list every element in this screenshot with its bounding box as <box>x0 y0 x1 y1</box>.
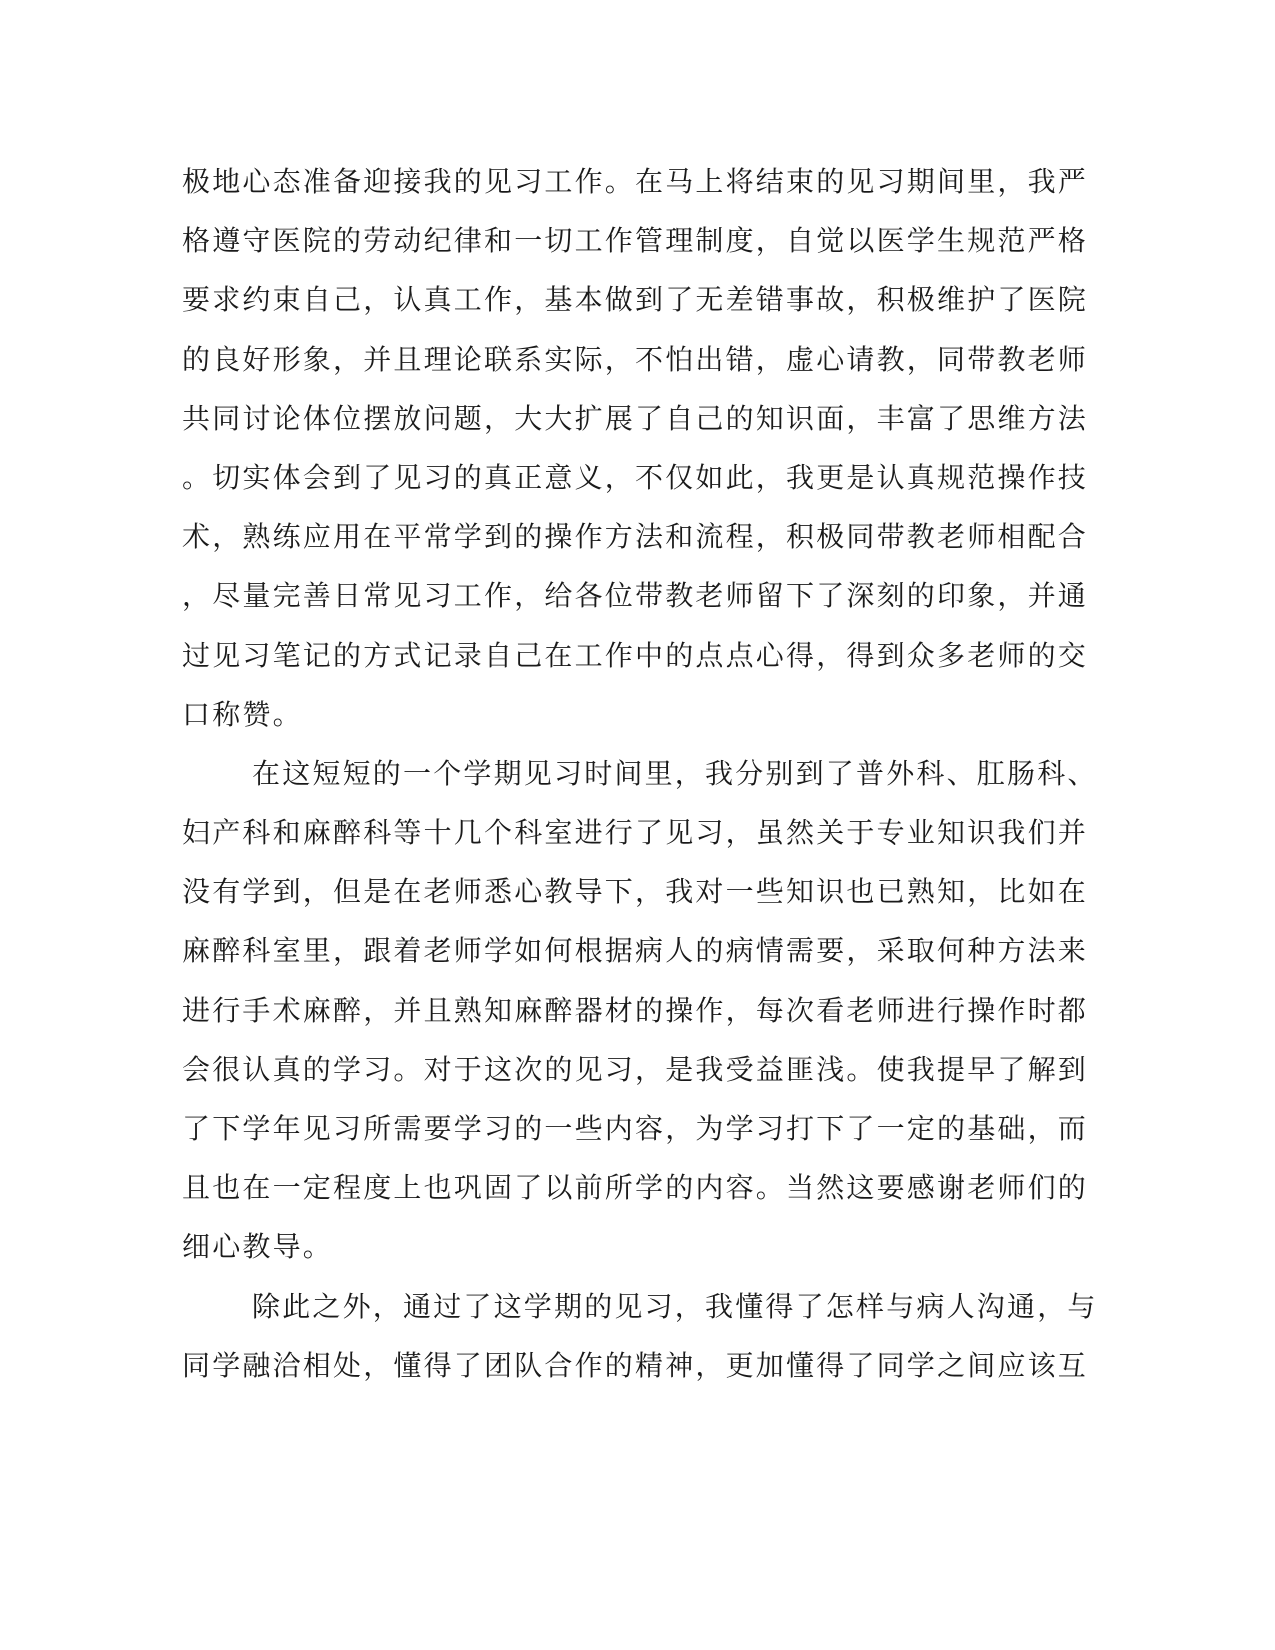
text-line: 进行手术麻醉，并且熟知麻醉器材的操作，每次看老师进行操作时都 <box>182 993 1089 1027</box>
text-line: 极地心态准备迎接我的见习工作。在马上将结束的见习期间里，我严 <box>182 165 1089 198</box>
text-line: 细心教导。 <box>182 1230 334 1264</box>
text-line: 的良好形象，并且理论联系实际，不怕出错，虚心请教，同带教老师 <box>182 342 1089 376</box>
text-line: 了下学年见习所需要学习的一些内容，为学习打下了一定的基础，而 <box>182 1112 1089 1145</box>
body-text <box>182 152 1098 1395</box>
text-line: 会很认真的学习。对于这次的见习，是我受益匪浅。使我提早了解到 <box>182 1052 1089 1086</box>
text-line: 要求约束自己，认真工作，基本做到了无差错事故，积极维护了医院 <box>182 283 1089 317</box>
text-line: 没有学到，但是在老师悉心教导下，我对一些知识也已熟知，比如在 <box>182 875 1089 909</box>
text-line: 格遵守医院的劳动纪律和一切工作管理制度，自觉以医学生规范严格 <box>182 224 1089 258</box>
text-line: 妇产科和麻醉科等十几个科室进行了见习，虽然关于专业知识我们并 <box>182 816 1089 850</box>
text-line: 口称赞。 <box>182 697 303 731</box>
text-line: 术，熟练应用在平常学到的操作方法和流程，积极同带教老师相配合 <box>182 520 1089 554</box>
text-line: 共同讨论体位摆放问题，大大扩展了自己的知识面，丰富了思维方法 <box>182 401 1089 435</box>
text-line: ，尽量完善日常见习工作，给各位带教老师留下了深刻的印象，并通 <box>182 579 1089 613</box>
text-line: 过见习笔记的方式记录自己在工作中的点点心得，得到众多老师的交 <box>182 638 1089 672</box>
text-line: 。切实体会到了见习的真正意义，不仅如此，我更是认真规范操作技 <box>182 460 1089 494</box>
text-line: 同学融洽相处，懂得了团队合作的精神，更加懂得了同学之间应该互 <box>182 1348 1089 1382</box>
text-line: 且也在一定程度上也巩固了以前所学的内容。当然这要感谢老师们的 <box>182 1171 1089 1205</box>
paragraph-first-line: 除此之外，通过了这学期的见习，我懂得了怎样与病人沟通，与 <box>252 1289 1098 1323</box>
paragraph-first-line: 在这短短的一个学期见习时间里，我分别到了普外科、肛肠科、 <box>252 756 1098 790</box>
text-line: 麻醉科室里，跟着老师学如何根据病人的病情需要，采取何种方法来 <box>182 934 1089 968</box>
